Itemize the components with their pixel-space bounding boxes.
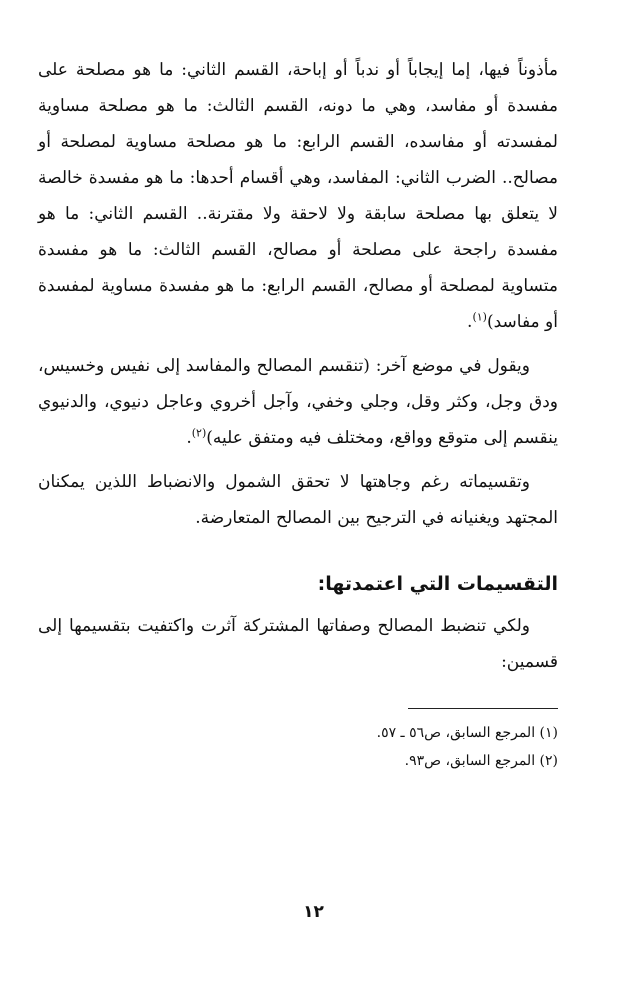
- section-heading: التقسيمات التي اعتمدتها:: [317, 573, 558, 595]
- paragraph-1-text: مأذوناً فيها، إما إيجاباً أو ندباً أو إباحة، القسم الثاني: ما هو مصلحة على مفسدة أو مفاسد، وهي ما دونه، القسم الثالث: ما هو مصلحة مساوية لمفسدته أو مفاسده، القسم الرابع: ما هو مصلحة مساوية لمصلحة أو مصالح.. الضرب الثاني: المفاسد، وهي أقسام أحدها: ما هو مفسدة خالصة لا يتعلق بها مصلحة سابقة ولا لاحقة ولا مقترنة.. القسم الثاني: ما هو مفسدة راجحة على مصلحة أو مصالح، القسم الثالث: ما هو مفسدة متساوية لمصلحة أو مصالح، القسم الرابع: ما هو مفسدة مساوية لمفسدة أو مفاسد): [38, 60, 558, 332]
- paragraph-4-text: ولكي تنضبط المصالح وصفاتها المشتركة آثرت واكتفيت بتقسيمها إلى قسمين:: [38, 616, 558, 672]
- paragraph-2-text: ويقول في موضع آخر: (تنقسم المصالح والمفاسد إلى نفيس وخسيس، ودق وجل، وكثر وقل، وجلي وخفي، وآجل أخروي وعاجل دنيوي، والدنيوي ينقسم إلى متوقع وواقع، ومختلف فيه ومتفق عليه): [38, 356, 558, 448]
- page-number: ١٢: [303, 902, 324, 922]
- footnote-ref-1[interactable]: (١): [472, 310, 487, 324]
- footnote-2: (٢) المرجع السابق، ص٩٣.: [404, 753, 558, 769]
- footnote-ref-2[interactable]: (٢): [191, 426, 207, 440]
- paragraph-4: [38, 608, 558, 680]
- page-body: [38, 52, 558, 775]
- paragraph-1-end: .: [467, 312, 473, 332]
- footnote-divider: [408, 708, 558, 709]
- footnote-1: (١) المرجع السابق، ص٥٦ ـ ٥٧.: [376, 725, 558, 741]
- paragraph-1: [38, 52, 558, 340]
- paragraph-2: [38, 348, 558, 456]
- paragraph-3-text: وتقسيماته رغم وجاهتها لا تحقق الشمول والانضباط اللذين يمكنان المجتهد ويغنيانه في الترجيح بين المصالح المتعارضة.: [38, 472, 558, 528]
- paragraph-2-end: .: [186, 428, 192, 448]
- paragraph-3: [38, 464, 558, 536]
